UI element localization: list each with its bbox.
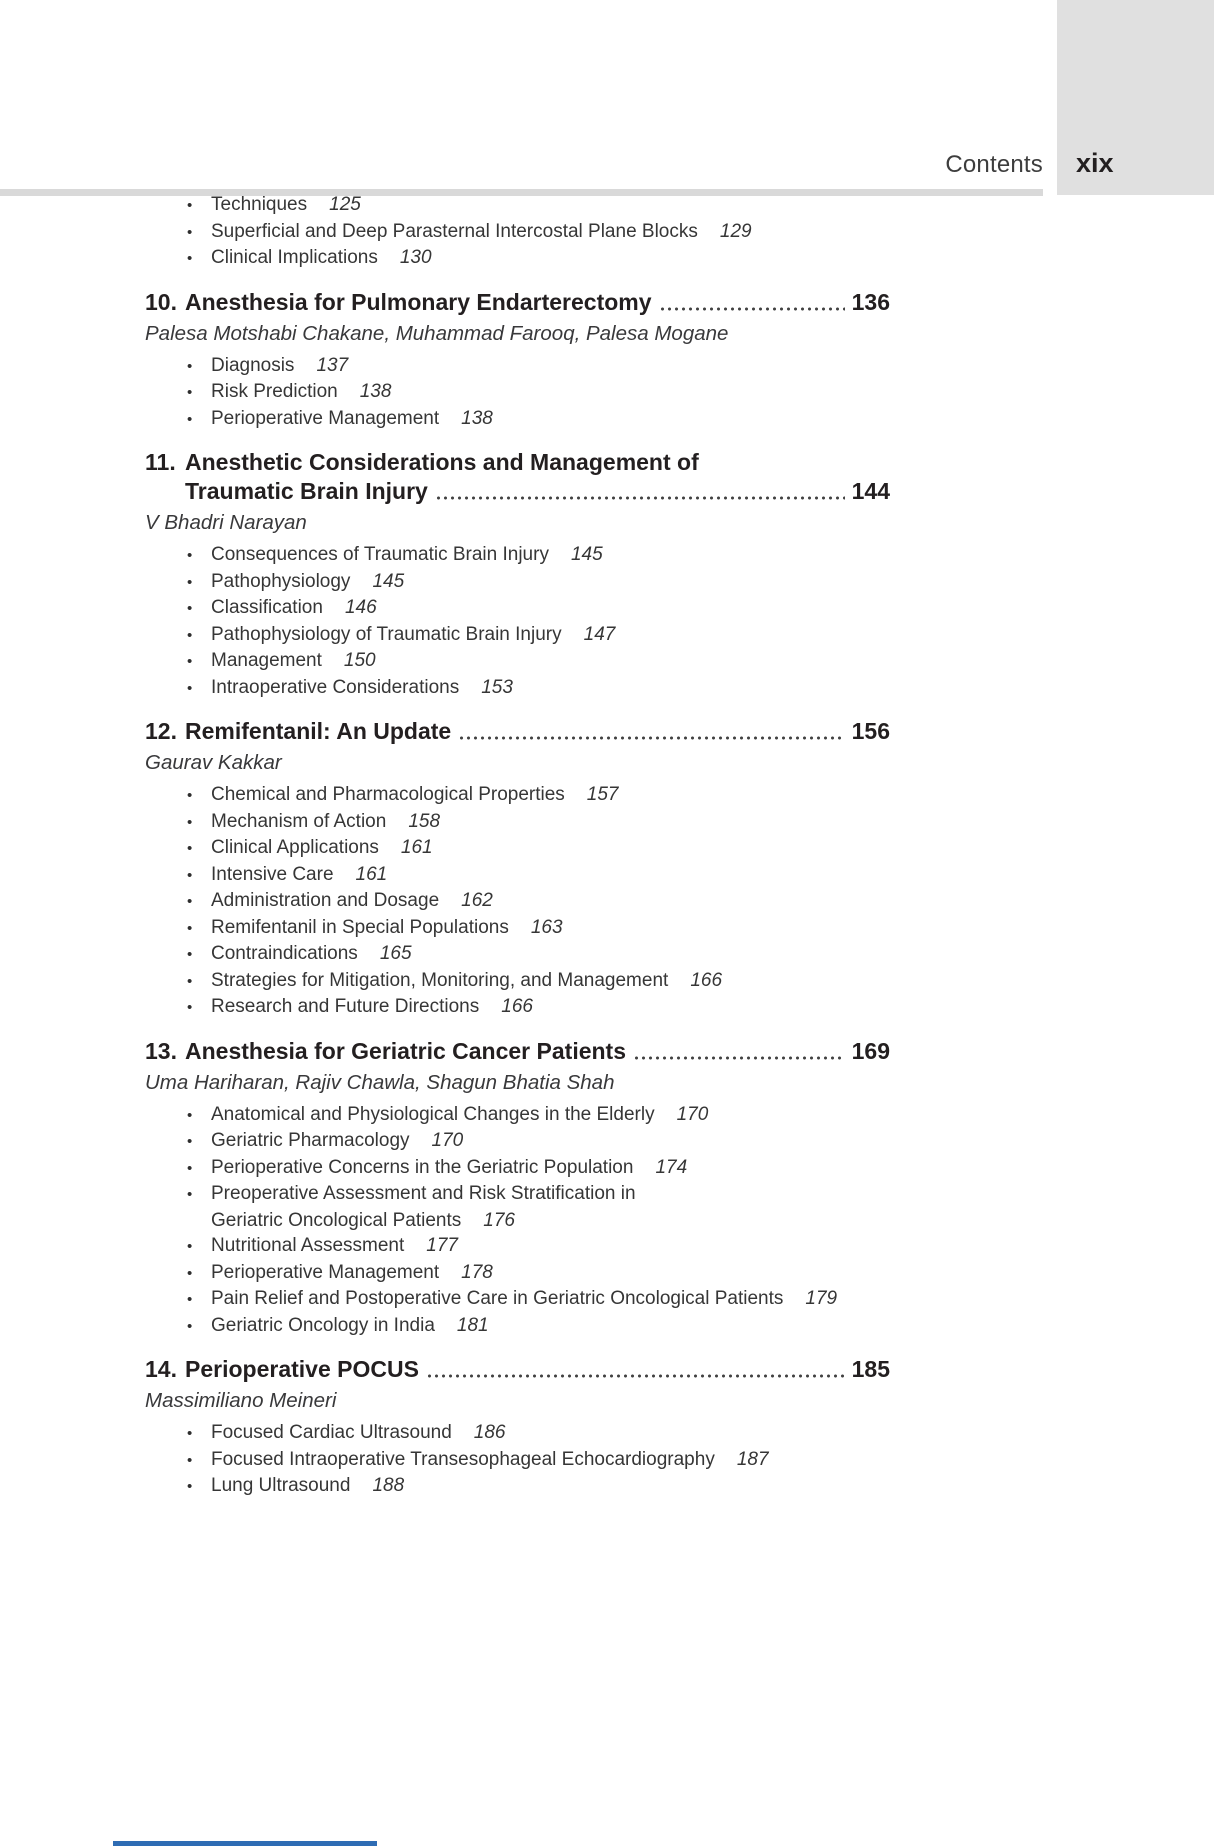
- chapter-page-number: 169: [851, 1037, 890, 1064]
- bullet-icon: •: [187, 787, 193, 804]
- table-of-contents: [145, 192, 890, 1500]
- toc-item-label: Contraindications: [211, 943, 358, 964]
- toc-item-page: 170: [431, 1130, 464, 1151]
- chapter-title: [185, 288, 890, 317]
- chapter-entry: [145, 288, 890, 433]
- chapter-authors: Gaurav Kakkar: [145, 751, 282, 774]
- bullet-icon: •: [187, 1317, 193, 1335]
- dot-leader: [428, 1374, 845, 1378]
- bullet-icon: •: [187, 1159, 193, 1177]
- toc-item-label: Risk Prediction: [211, 381, 338, 402]
- toc-item: [145, 1233, 890, 1260]
- chapter-page-number: 185: [851, 1356, 890, 1382]
- toc-item-label: Chemical and Pharmacological Properties: [211, 784, 565, 805]
- bullet-icon: •: [187, 919, 193, 937]
- bullet-icon: •: [187, 1238, 193, 1255]
- toc-item-page: 146: [344, 597, 377, 618]
- toc-item-page: 130: [399, 247, 432, 268]
- dot-leader: [661, 307, 845, 311]
- toc-item-label: Intensive Care: [211, 863, 334, 885]
- toc-item: [145, 675, 890, 702]
- chapter-title-text: Anesthesia for Geriatric Cancer Patients: [185, 1037, 626, 1064]
- toc-item-page: 125: [329, 194, 361, 215]
- bullet-icon: •: [187, 357, 193, 375]
- toc-item-page: 186: [473, 1422, 506, 1443]
- toc-item-label: Techniques: [211, 194, 308, 215]
- page-number: xix: [1076, 148, 1114, 178]
- chapter-title-text: Remifentanil: An Update: [185, 718, 452, 744]
- toc-item-label: Administration and Dosage: [211, 890, 440, 911]
- toc-item: [145, 1313, 890, 1340]
- chapter-entry: [145, 1355, 890, 1500]
- toc-item-page: 179: [805, 1288, 838, 1309]
- chapter-authors: V Bhadri Narayan: [145, 511, 307, 534]
- chapter-title-text: Traumatic Brain Injury: [185, 478, 428, 504]
- toc-item-page: 181: [456, 1314, 489, 1336]
- chapter-entry: [145, 717, 890, 1021]
- bullet-icon: •: [187, 1478, 193, 1495]
- bullet-icon: •: [187, 573, 193, 591]
- bullet-icon: •: [187, 653, 193, 670]
- toc-item: [145, 994, 890, 1021]
- toc-item: [145, 809, 890, 836]
- toc-item: [145, 782, 890, 809]
- bullet-icon: •: [187, 893, 193, 910]
- toc-item-label: Anatomical and Physiological Changes in the Elderly: [211, 1103, 655, 1125]
- bullet-icon: •: [187, 250, 193, 267]
- chapter-heading: [145, 1355, 890, 1384]
- chapter-items: [145, 782, 890, 1021]
- toc-item: [145, 888, 890, 915]
- toc-item: [145, 1447, 890, 1474]
- toc-item-page: 145: [570, 544, 603, 565]
- chapter-heading: [145, 717, 890, 746]
- toc-item: [145, 406, 890, 433]
- toc-item-page: 150: [343, 650, 376, 671]
- bullet-icon: •: [187, 547, 193, 564]
- toc-item-label: Pathophysiology: [211, 570, 351, 592]
- toc-item-page: 157: [586, 784, 619, 805]
- toc-item-label: Remifentanil in Special Populations: [211, 916, 509, 938]
- chapter-heading: [145, 288, 890, 317]
- chapter-authors: Palesa Motshabi Chakane, Muhammad Farooq, Palesa Mogane: [145, 321, 729, 345]
- toc-item: [145, 968, 890, 995]
- toc-item-page: 187: [736, 1448, 769, 1470]
- chapter-items: [145, 1102, 890, 1340]
- bullet-icon: •: [187, 946, 193, 963]
- chapter-title-line: [185, 288, 890, 317]
- toc-item-label: Superficial and Deep Parasternal Intercostal Plane Blocks: [211, 220, 698, 242]
- toc-item-page: 178: [461, 1261, 493, 1283]
- toc-item: [145, 941, 890, 968]
- toc-item-page: 137: [316, 354, 349, 376]
- chapter-page-number: 144: [851, 478, 890, 504]
- toc-item: [145, 595, 890, 622]
- bullet-icon: •: [187, 1451, 193, 1469]
- toc-item-page: 138: [461, 407, 493, 429]
- toc-item-label: Preoperative Assessment and Risk Stratification in: [211, 1183, 636, 1204]
- chapter-heading: [145, 1037, 890, 1066]
- toc-item-label: Mechanism of Action: [211, 810, 387, 832]
- toc-item-label: Clinical Applications: [211, 837, 379, 858]
- toc-item: [145, 245, 890, 272]
- toc-item-page: 165: [379, 943, 412, 964]
- bullet-icon: •: [187, 679, 193, 697]
- toc-item: [145, 192, 890, 219]
- toc-item-label: Lung Ultrasound: [211, 1475, 351, 1496]
- toc-item: [145, 542, 890, 569]
- bullet-icon: •: [187, 1106, 193, 1124]
- chapter-number: 14.: [145, 1356, 177, 1382]
- chapter-title: [185, 1037, 890, 1066]
- toc-item-label: Geriatric Oncology in India: [211, 1314, 435, 1336]
- toc-item: [145, 1420, 890, 1447]
- chapter-entry: [145, 1037, 890, 1340]
- bullet-icon: •: [187, 1291, 193, 1308]
- toc-item-page: 163: [530, 916, 563, 938]
- bullet-icon: •: [187, 813, 193, 831]
- toc-item-page: 166: [690, 969, 723, 991]
- toc-item-label: Classification: [211, 597, 323, 618]
- toc-item-page: 161: [355, 863, 388, 885]
- toc-item: [145, 379, 890, 406]
- chapter-items: [145, 353, 890, 433]
- bullet-icon: •: [187, 197, 193, 214]
- toc-item-page: 170: [676, 1103, 709, 1125]
- chapter-items: [145, 542, 890, 701]
- toc-item-page: 174: [655, 1156, 688, 1178]
- toc-item: [145, 219, 890, 246]
- chapter-number: 11.: [145, 449, 176, 475]
- toc-item: [145, 835, 890, 862]
- dot-leader: [635, 1056, 845, 1060]
- toc-item: [145, 915, 890, 942]
- dot-leader: [437, 496, 845, 500]
- toc-item: [145, 1128, 890, 1155]
- toc-item-label: Nutritional Assessment: [211, 1235, 405, 1256]
- toc-item: [145, 1473, 890, 1500]
- chapter-title: [185, 448, 890, 506]
- toc-item: [145, 622, 890, 649]
- toc-item-label: Research and Future Directions: [211, 996, 480, 1017]
- toc-item: [145, 648, 890, 675]
- toc-item-label: Strategies for Mitigation, Monitoring, and Management: [211, 969, 669, 991]
- toc-item-page: 176: [483, 1209, 515, 1231]
- chapter-items: [145, 1420, 890, 1500]
- chapter-title-line: [185, 1037, 890, 1066]
- toc-item: [145, 569, 890, 596]
- bullet-icon: •: [187, 840, 193, 857]
- running-head-title: Contents: [945, 151, 1043, 178]
- bullet-icon: •: [187, 972, 193, 990]
- bullet-icon: •: [187, 1186, 193, 1203]
- toc-item-page: 147: [583, 623, 616, 645]
- bullet-icon: •: [187, 410, 193, 428]
- chapter-authors: Massimiliano Meineri: [145, 1389, 337, 1412]
- toc-item-label: Perioperative Concerns in the Geriatric Population: [211, 1156, 634, 1178]
- chapter-title-line: [185, 477, 890, 506]
- toc-item-page: 153: [481, 676, 513, 698]
- toc-item-label: Focused Cardiac Ultrasound: [211, 1422, 452, 1443]
- chapter-title-line: [185, 717, 890, 746]
- bullet-icon: •: [187, 866, 193, 884]
- toc-item-page: 145: [372, 570, 405, 592]
- chapter-number: 13.: [145, 1037, 177, 1064]
- chapter-title-text: Anesthetic Considerations and Management of: [185, 449, 699, 475]
- toc-item-label: Diagnosis: [211, 354, 295, 376]
- toc-item-page: 161: [400, 837, 433, 858]
- toc-item: [145, 862, 890, 889]
- toc-item-page: 162: [461, 890, 493, 911]
- chapter-title: [185, 1355, 890, 1384]
- toc-item-label: Pain Relief and Postoperative Care in Geriatric Oncological Patients: [211, 1288, 784, 1309]
- toc-item-label: Consequences of Traumatic Brain Injury: [211, 544, 549, 565]
- toc-item-page: 129: [719, 220, 752, 242]
- toc-item-page: 166: [501, 996, 533, 1017]
- chapter-title-text: Perioperative POCUS: [185, 1356, 419, 1382]
- toc-item: [145, 1286, 890, 1313]
- bullet-icon: •: [187, 600, 193, 617]
- toc-item-label: Geriatric Pharmacology: [211, 1130, 410, 1151]
- toc-item-label: Perioperative Management: [211, 407, 440, 429]
- toc-item-label: Intraoperative Considerations: [211, 676, 460, 698]
- toc-item: [145, 1155, 890, 1182]
- chapter-title-line: [185, 448, 890, 477]
- chapter-page-number: 156: [851, 718, 890, 744]
- toc-item-page: 158: [408, 810, 441, 832]
- bullet-icon: •: [187, 1264, 193, 1282]
- chapter-entry: [145, 448, 890, 701]
- toc-item-page: 138: [359, 381, 392, 402]
- toc-item-label: Focused Intraoperative Transesophageal Echocardiography: [211, 1448, 715, 1470]
- toc-item-label: Perioperative Management: [211, 1261, 440, 1283]
- toc-item-continuation: [145, 1208, 890, 1234]
- toc-item-label: Pathophysiology of Traumatic Brain Injury: [211, 623, 562, 645]
- bullet-icon: •: [187, 626, 193, 644]
- chapter-number: 12.: [145, 718, 177, 744]
- bottom-accent-bar: [113, 1841, 377, 1846]
- chapter-page-number: 136: [851, 288, 890, 315]
- bullet-icon: •: [187, 1425, 193, 1442]
- bullet-icon: •: [187, 384, 193, 401]
- toc-item: [145, 1181, 890, 1208]
- toc-item-label: Clinical Implications: [211, 247, 378, 268]
- toc-item-page: 188: [372, 1475, 405, 1496]
- chapter-title-line: [185, 1355, 890, 1384]
- chapter-authors: Uma Hariharan, Rajiv Chawla, Shagun Bhatia Shah: [145, 1070, 615, 1094]
- chapter-number: 10.: [145, 288, 177, 315]
- toc-item: [145, 1102, 890, 1129]
- toc-item: [145, 1260, 890, 1287]
- bullet-icon: •: [187, 223, 193, 241]
- toc-item: [145, 353, 890, 380]
- toc-item-page: 177: [426, 1235, 458, 1256]
- chapter-title: [185, 717, 890, 746]
- toc-item-label: Geriatric Oncological Patients: [211, 1209, 462, 1231]
- bullet-icon: •: [187, 1133, 193, 1150]
- chapter-heading: [145, 448, 890, 506]
- chapter-title-text: Anesthesia for Pulmonary Endarterectomy: [185, 288, 652, 315]
- dot-leader: [460, 736, 844, 740]
- bullet-icon: •: [187, 999, 193, 1016]
- toc-item-label: Management: [211, 650, 322, 671]
